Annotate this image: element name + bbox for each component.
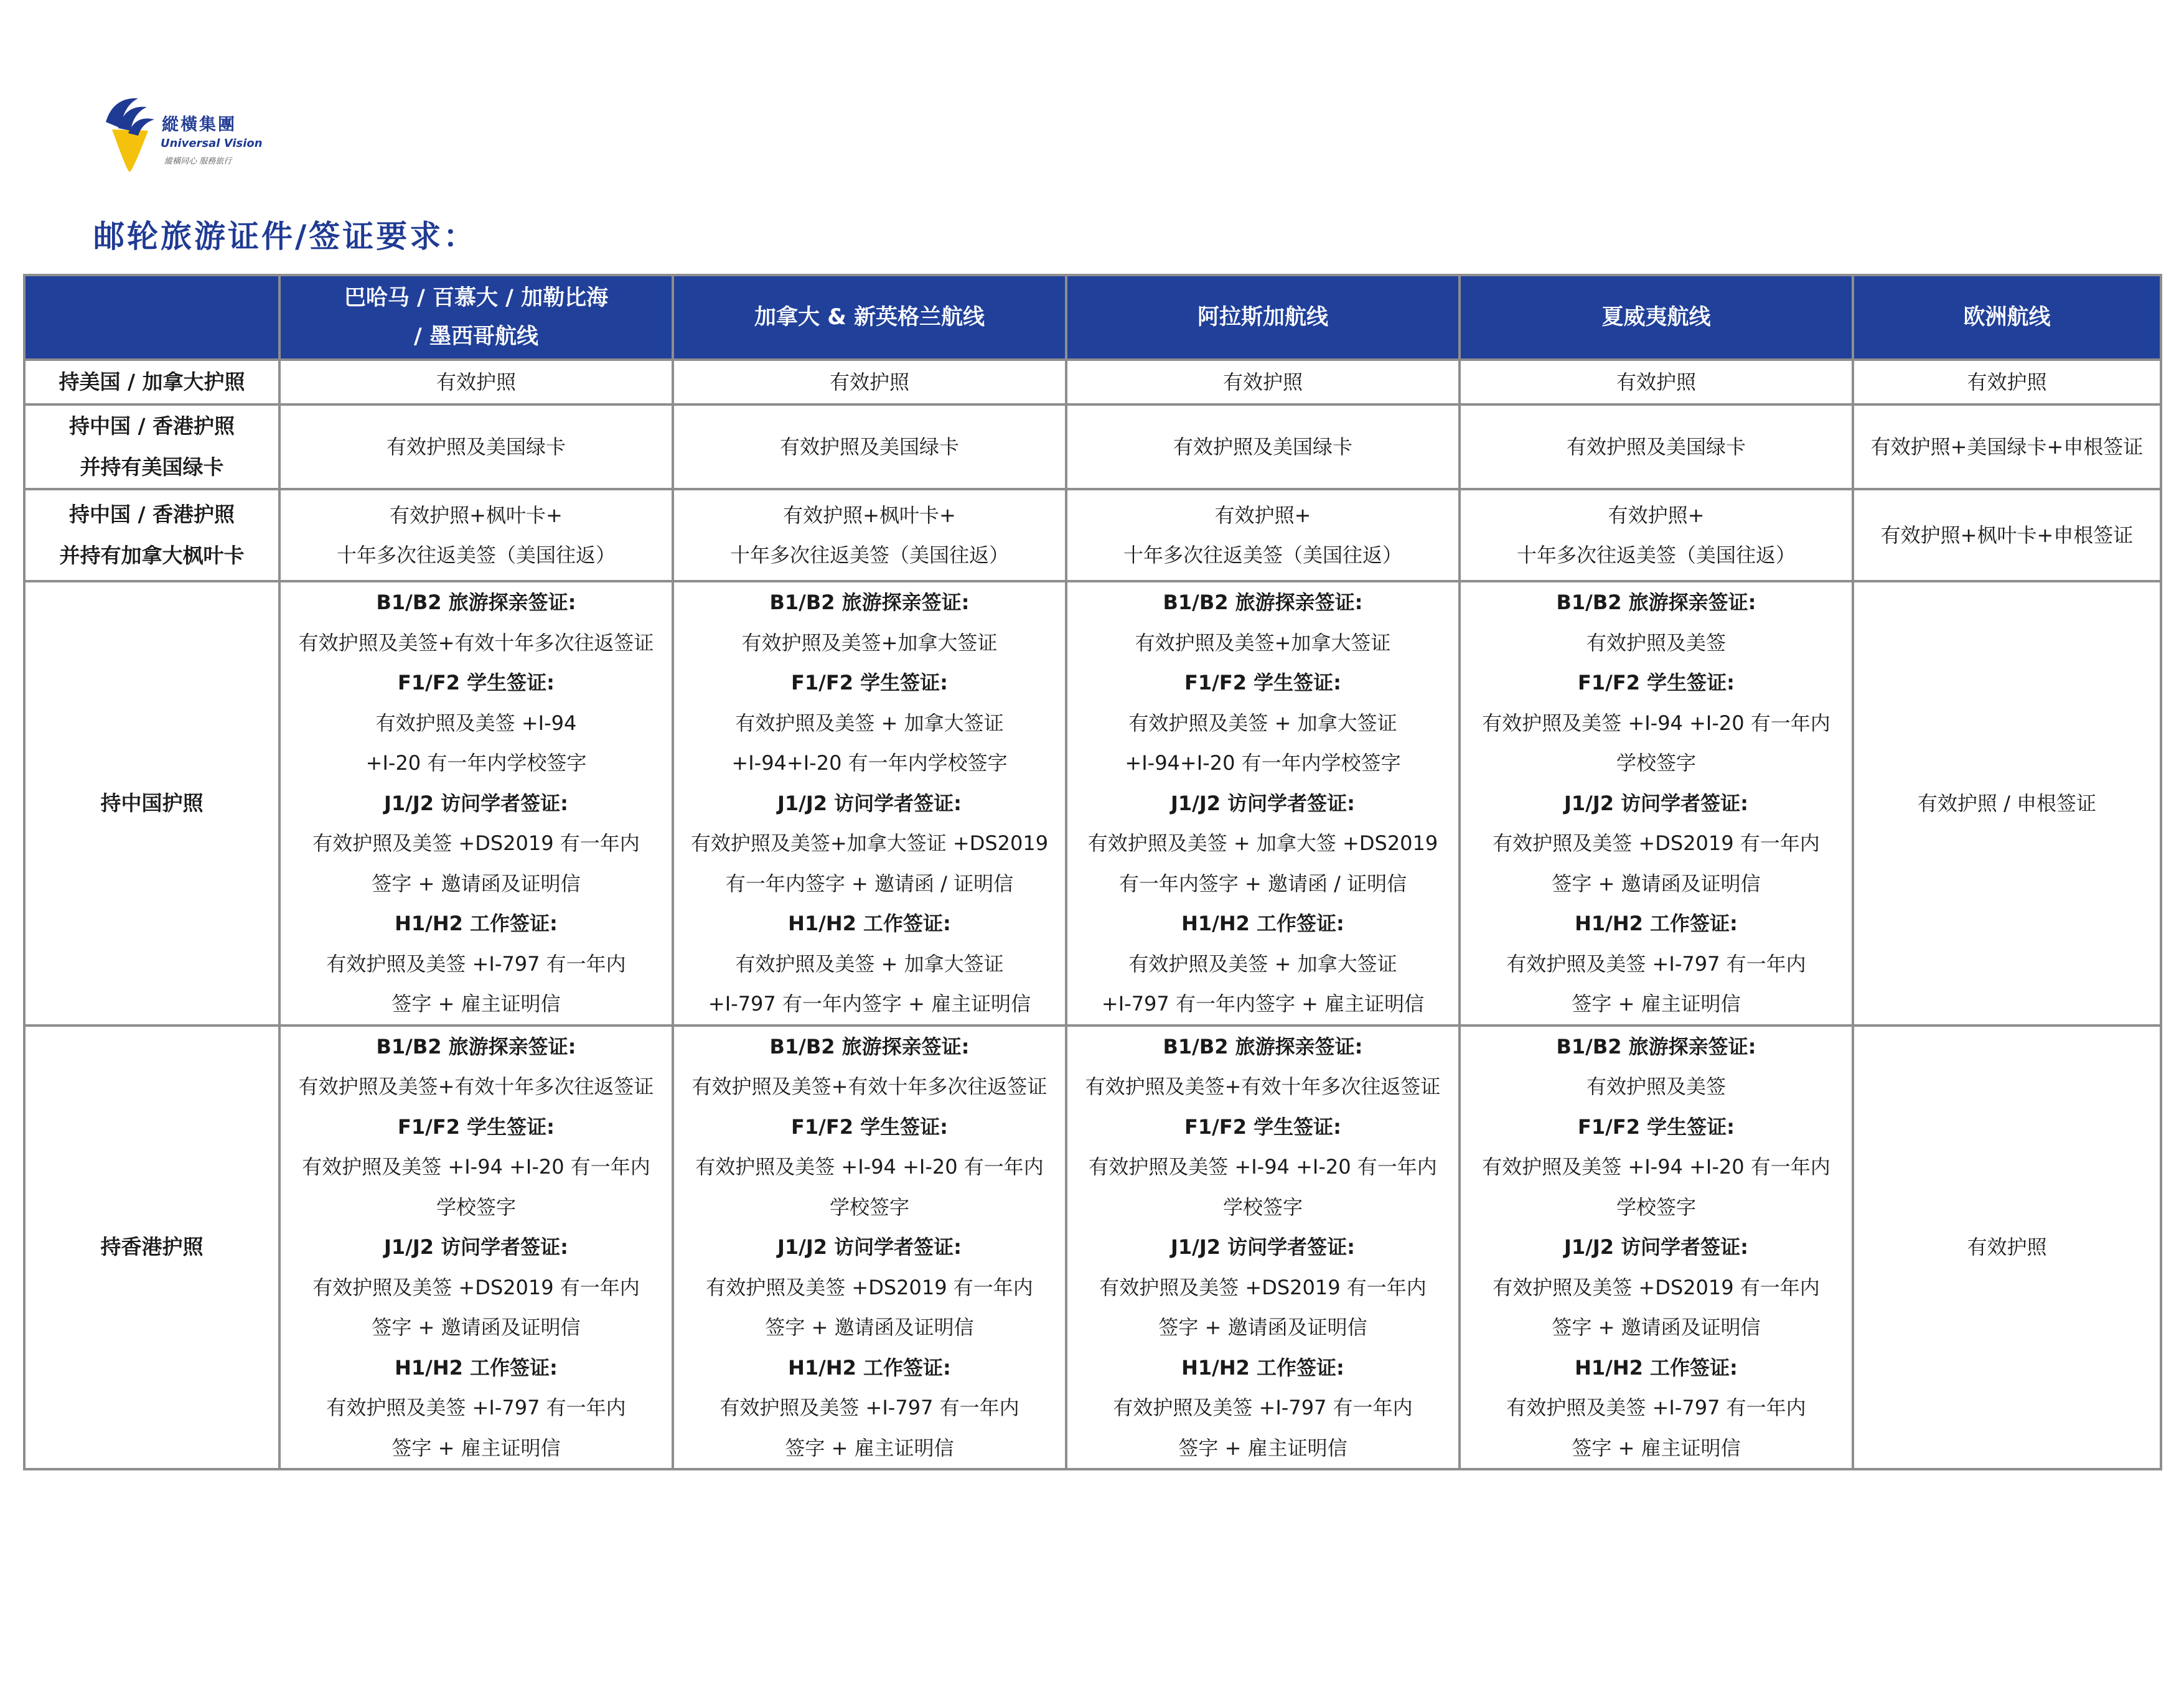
table-row (24, 489, 2161, 581)
table-cell (673, 489, 1066, 581)
requirement-text: +I-94+I-20 有一年内学校签字 (1125, 751, 1401, 775)
table-cell (1460, 360, 1853, 404)
visa-type-heading: J1/J2 访问学者签证: (384, 1235, 568, 1259)
visa-type-heading: H1/H2 工作签证: (788, 1355, 951, 1380)
column-header-line: 加拿大 & 新英格兰航线 (754, 305, 985, 330)
table-row (24, 581, 2161, 1026)
requirement-text: 有效护照及美签 +I-797 有一年内 (326, 951, 626, 976)
requirement-text: 有效护照及美签+有效十年多次往返签证 (1085, 1075, 1441, 1098)
visa-type-heading: B1/B2 旅游探亲签证: (1556, 1034, 1756, 1058)
table-cell (1066, 581, 1460, 1026)
requirement-text: 签字 + 邀请函及证明信 (1158, 1315, 1367, 1339)
requirement-text: 学校签字 (1616, 751, 1696, 775)
visa-type-heading: J1/J2 访问学者签证: (1171, 1235, 1355, 1259)
requirement-text: 有效护照及美签+加拿大签证 +DS2019 (690, 831, 1049, 855)
logo-name-cn: 縱橫集團 (162, 115, 237, 134)
row-header-cell (24, 581, 279, 1026)
visa-type-heading: J1/J2 访问学者签证: (1171, 791, 1355, 815)
table-cell (1460, 404, 1853, 489)
header-corner-cell (24, 275, 279, 360)
row-header-line: 持中国 / 香港护照 (68, 502, 235, 526)
requirement-text: 有效护照及美签 +I-94 (375, 711, 577, 735)
table-cell (279, 489, 673, 581)
table-cell (1066, 404, 1460, 489)
visa-type-heading: J1/J2 访问学者签证: (384, 791, 568, 815)
requirement-text: 有效护照+ (1214, 503, 1311, 527)
requirement-text: 有效护照及美国绿卡 (1566, 434, 1746, 459)
requirement-text: 有效护照+美国绿卡+申根签证 (1870, 434, 2144, 459)
requirement-text: 有效护照 (1222, 370, 1303, 394)
row-header-line: 并持有美国绿卡 (80, 455, 224, 479)
requirement-text: 有效护照及美签 + 加拿大签证 (735, 711, 1004, 735)
table-cell (1066, 489, 1460, 581)
requirement-text: 有效护照及美签 +I-94 +I-20 有一年内 (695, 1155, 1044, 1179)
page-title: 邮轮旅游证件/签证要求： (93, 218, 477, 255)
visa-type-heading: F1/F2 学生签证: (791, 671, 948, 694)
requirement-text: 有效护照及美签+有效十年多次往返签证 (691, 1075, 1047, 1098)
visa-type-heading: B1/B2 旅游探亲签证: (1163, 591, 1363, 614)
requirement-text: 有效护照 (1967, 370, 2047, 394)
requirement-text: 有效护照及美签 (1586, 1075, 1726, 1098)
requirement-text: +I-20 有一年内学校签字 (365, 751, 587, 775)
column-header-line: 夏威夷航线 (1601, 305, 1711, 330)
visa-type-heading: B1/B2 旅游探亲签证: (1556, 591, 1756, 614)
table-cell (673, 581, 1066, 1026)
table-cell (1853, 360, 2161, 404)
requirement-text: 签字 + 雇主证明信 (1572, 1436, 1741, 1460)
column-header-line: 阿拉斯加航线 (1197, 305, 1328, 330)
table-cell (1460, 1026, 1853, 1470)
requirement-text: 有效护照及美签 +DS2019 有一年内 (1099, 1275, 1427, 1299)
visa-type-heading: J1/J2 访问学者签证: (777, 791, 962, 815)
table-cell (279, 360, 673, 404)
visa-type-heading: H1/H2 工作签证: (395, 1355, 558, 1380)
requirement-text: 有效护照 (829, 370, 909, 394)
company-logo (100, 92, 286, 179)
requirement-text: 签字 + 雇主证明信 (1178, 1436, 1347, 1460)
visa-type-heading: J1/J2 访问学者签证: (1564, 1235, 1748, 1259)
requirement-text: 有效护照及美签 + 加拿大签 +DS2019 (1087, 831, 1438, 855)
requirement-text: 十年多次往返美签（美国往返） (336, 543, 616, 567)
visa-type-heading: F1/F2 学生签证: (791, 1114, 948, 1139)
requirement-text: 有效护照及美签 +DS2019 有一年内 (312, 1275, 640, 1299)
row-header-cell (24, 1026, 279, 1470)
requirement-text: 有效护照及美签+加拿大签证 (741, 630, 998, 655)
requirement-text: 有效护照及美签+加拿大签证 (1135, 630, 1391, 655)
visa-requirements-table (23, 274, 2162, 1470)
requirement-text: 有效护照及美签 +DS2019 有一年内 (1493, 1275, 1820, 1299)
requirement-text: 有效护照及美签 +I-94 +I-20 有一年内 (302, 1155, 650, 1179)
requirement-text: 有效护照及美签 (1586, 630, 1726, 655)
requirement-text: 有效护照 (436, 370, 516, 394)
requirement-text: 有效护照及美国绿卡 (386, 434, 566, 459)
requirement-text: 有效护照及美签+有效十年多次往返签证 (298, 630, 654, 655)
requirement-text: 签字 + 雇主证明信 (1572, 992, 1741, 1016)
requirement-text: 有一年内签字 + 邀请函 / 证明信 (725, 871, 1014, 895)
visa-type-heading: F1/F2 学生签证: (398, 671, 555, 694)
requirement-text: 有效护照 (1616, 370, 1696, 394)
requirement-text: 有效护照及美签 +I-797 有一年内 (326, 1396, 626, 1419)
requirement-text: +I-94+I-20 有一年内学校签字 (731, 751, 1008, 775)
requirement-text: 学校签字 (1616, 1195, 1696, 1219)
requirement-text: 签字 + 雇主证明信 (391, 1436, 561, 1460)
visa-type-heading: H1/H2 工作签证: (395, 912, 558, 935)
requirement-text: 有效护照及美签 +I-797 有一年内 (1113, 1396, 1413, 1419)
visa-type-heading: B1/B2 旅游探亲签证: (769, 1034, 970, 1058)
requirement-text: 有效护照及美签 +I-797 有一年内 (719, 1396, 1019, 1419)
table-cell (1066, 1026, 1460, 1470)
visa-type-heading: H1/H2 工作签证: (1181, 912, 1344, 935)
visa-type-heading: B1/B2 旅游探亲签证: (376, 591, 576, 614)
requirement-text: 有效护照及美签 +I-797 有一年内 (1506, 951, 1806, 976)
requirement-text: 有效护照及美签 +DS2019 有一年内 (706, 1275, 1033, 1299)
column-header (279, 275, 673, 360)
column-header (1066, 275, 1460, 360)
row-header-cell (24, 404, 279, 489)
requirement-text: 有效护照及美签 + 加拿大签证 (735, 951, 1004, 976)
requirement-text: 签字 + 雇主证明信 (785, 1436, 954, 1460)
logo-slogan: 縱橫同心 服務旅行 (164, 157, 232, 166)
header-row (24, 275, 2161, 360)
requirement-text: 学校签字 (1222, 1195, 1303, 1219)
requirement-text: 有效护照+枫叶卡+申根签证 (1880, 523, 2134, 547)
table-cell (1853, 1026, 2161, 1470)
logo-emblem-icon (100, 92, 156, 173)
column-header-line: / 墨西哥航线 (414, 324, 538, 349)
requirement-text: 签字 + 邀请函及证明信 (372, 1315, 581, 1339)
row-header-cell (24, 489, 279, 581)
requirement-text: 有效护照及美签 + 加拿大签证 (1128, 711, 1397, 735)
requirement-text: 有效护照+枫叶卡+ (783, 503, 956, 527)
visa-type-heading: J1/J2 访问学者签证: (777, 1235, 962, 1259)
row-header-line: 持中国护照 (100, 790, 204, 815)
table-cell (279, 1026, 673, 1470)
column-header-line: 巴哈马 / 百慕大 / 加勒比海 (344, 286, 609, 311)
table-row (24, 360, 2161, 404)
visa-type-heading: F1/F2 学生签证: (1184, 1114, 1341, 1139)
column-header (1853, 275, 2161, 360)
requirement-text: 有效护照+枫叶卡+ (390, 503, 563, 527)
column-header (1460, 275, 1853, 360)
requirement-text: 有效护照及美签 +DS2019 有一年内 (312, 831, 640, 855)
table-cell (1853, 489, 2161, 581)
requirement-text: 学校签字 (436, 1195, 516, 1219)
visa-type-heading: B1/B2 旅游探亲签证: (769, 591, 970, 614)
requirement-text: 有效护照及美国绿卡 (779, 434, 959, 459)
requirement-text: 签字 + 邀请函及证明信 (1552, 871, 1761, 895)
requirement-text: 十年多次往返美签（美国往返） (1123, 543, 1402, 567)
requirement-text: 学校签字 (829, 1195, 909, 1219)
requirement-text: 有效护照及美签 + 加拿大签证 (1128, 951, 1397, 976)
table-cell (1460, 581, 1853, 1026)
requirement-text: 有效护照+ (1608, 503, 1705, 527)
row-header-cell (24, 360, 279, 404)
requirement-text: +I-797 有一年内签字 + 雇主证明信 (1101, 992, 1425, 1016)
logo-name-en: Universal Vision (161, 137, 263, 150)
table-cell (1853, 404, 2161, 489)
row-header-line: 持香港护照 (100, 1235, 204, 1259)
table-cell (1066, 360, 1460, 404)
requirement-text: 有效护照及美国绿卡 (1173, 434, 1352, 459)
visa-type-heading: F1/F2 学生签证: (1578, 671, 1735, 694)
column-header (673, 275, 1066, 360)
table-cell (279, 581, 673, 1026)
requirement-text: 有效护照及美签 +I-94 +I-20 有一年内 (1482, 711, 1830, 735)
table-row (24, 1026, 2161, 1470)
table-cell (279, 404, 673, 489)
requirement-text: 签字 + 邀请函及证明信 (372, 871, 581, 895)
requirement-text: +I-797 有一年内签字 + 雇主证明信 (708, 992, 1031, 1016)
visa-type-heading: J1/J2 访问学者签证: (1564, 791, 1748, 815)
requirement-text: 签字 + 雇主证明信 (391, 992, 561, 1016)
table-cell (1853, 581, 2161, 1026)
visa-type-heading: F1/F2 学生签证: (1184, 671, 1341, 694)
row-header-line: 并持有加拿大枫叶卡 (59, 543, 245, 568)
row-header-line: 持中国 / 香港护照 (68, 414, 235, 438)
requirement-text: 有效护照及美签 +I-797 有一年内 (1506, 1396, 1806, 1419)
requirement-text: 有一年内签字 + 邀请函 / 证明信 (1118, 871, 1407, 895)
table-cell (673, 404, 1066, 489)
column-header-line: 欧洲航线 (1963, 305, 2051, 330)
requirement-text: 有效护照及美签 +DS2019 有一年内 (1493, 831, 1820, 855)
visa-type-heading: H1/H2 工作签证: (788, 912, 951, 935)
requirement-text: 十年多次往返美签（美国往返） (729, 543, 1009, 567)
visa-type-heading: B1/B2 旅游探亲签证: (376, 1034, 576, 1058)
table-cell (673, 1026, 1066, 1470)
requirement-text: 有效护照 (1967, 1235, 2047, 1259)
table-row (24, 404, 2161, 489)
visa-type-heading: F1/F2 学生签证: (1578, 1114, 1735, 1139)
requirement-text: 签字 + 邀请函及证明信 (1552, 1315, 1761, 1339)
table-cell (673, 360, 1066, 404)
visa-type-heading: F1/F2 学生签证: (398, 1114, 555, 1139)
requirement-text: 签字 + 邀请函及证明信 (765, 1315, 974, 1339)
table-cell (1460, 489, 1853, 581)
visa-type-heading: B1/B2 旅游探亲签证: (1163, 1034, 1363, 1058)
visa-type-heading: H1/H2 工作签证: (1181, 1355, 1344, 1380)
visa-type-heading: H1/H2 工作签证: (1575, 1355, 1738, 1380)
row-header-line: 持美国 / 加拿大护照 (59, 370, 245, 394)
requirement-text: 有效护照及美签+有效十年多次往返签证 (298, 1075, 654, 1098)
requirement-text: 有效护照及美签 +I-94 +I-20 有一年内 (1482, 1155, 1830, 1179)
requirement-text: 十年多次往返美签（美国往返） (1516, 543, 1796, 567)
visa-type-heading: H1/H2 工作签证: (1575, 912, 1738, 935)
requirement-text: 有效护照 / 申根签证 (1917, 791, 2097, 815)
requirement-text: 有效护照及美签 +I-94 +I-20 有一年内 (1089, 1155, 1437, 1179)
